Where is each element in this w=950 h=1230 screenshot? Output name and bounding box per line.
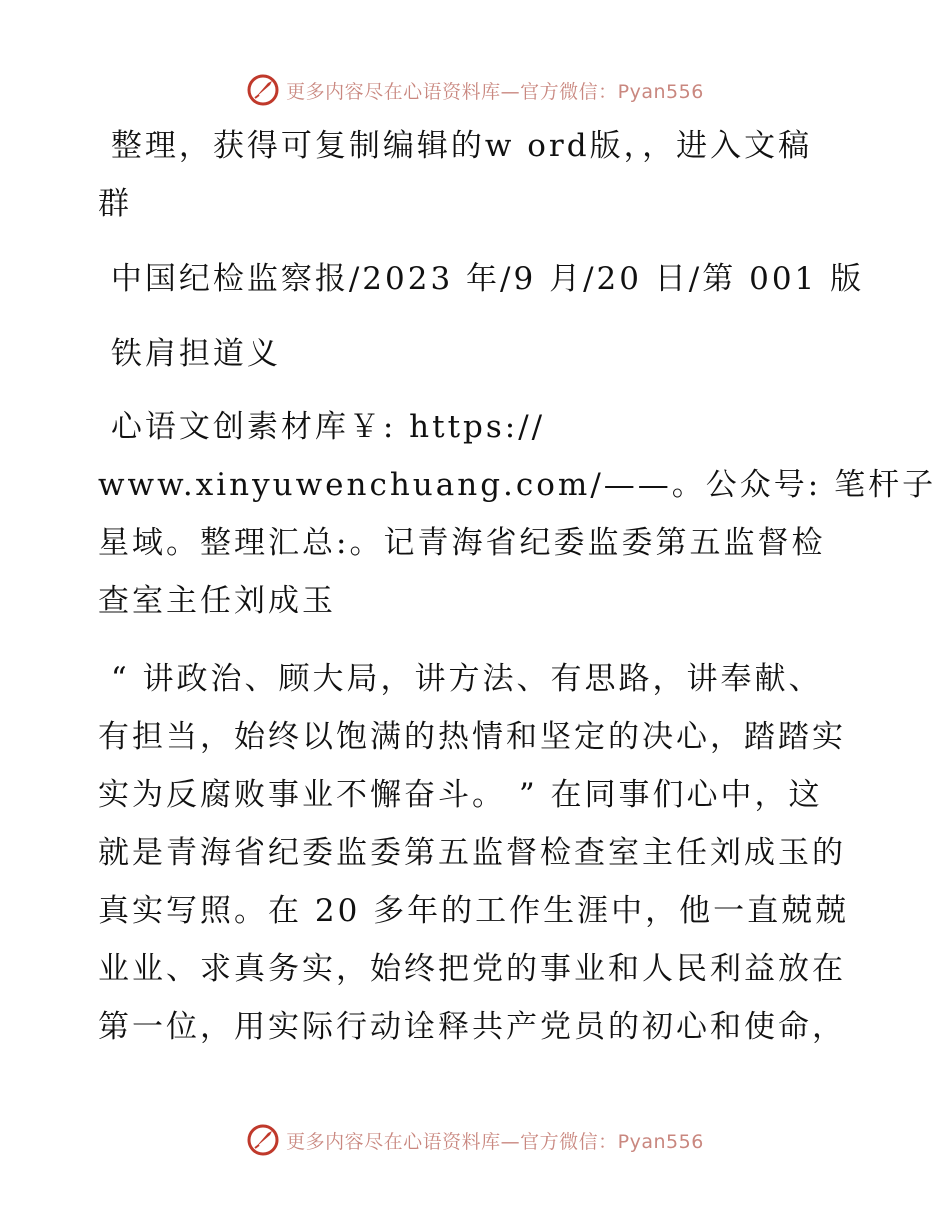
text-line: 群	[98, 186, 132, 222]
text-line: 真实写照。在 20 多年的工作生涯中，他一直兢兢	[98, 893, 850, 929]
text-line: 查室主任刘成玉	[98, 583, 336, 619]
article-title	[98, 325, 853, 383]
text-line: 星域。整理汇总:。记青海省纪委监委第五监督检	[98, 525, 826, 561]
header-watermark-banner	[0, 70, 950, 110]
text-line: 第一位，用实际行动诠释共产党员的初心和使命，	[98, 1009, 846, 1045]
paragraph-source	[98, 250, 865, 308]
text-line: 业业、求真务实，始终把党的事业和人民利益放在	[98, 951, 846, 987]
text-line: 有担当，始终以饱满的热情和坚定的决心，踏踏实	[98, 719, 846, 755]
footer-watermark-text: 更多内容尽在心语资料库—官方微信：Pyan556	[286, 1130, 704, 1153]
text-line: 整理，获得可复制编辑的w ord版，，进入文稿	[98, 128, 813, 164]
title-line: 铁肩担道义	[98, 336, 281, 372]
source-line: 中国纪检监察报/2023 年/9 月/20 日/第 001 版	[98, 261, 865, 297]
header-watermark-text: 更多内容尽在心语资料库—官方微信：Pyan556	[286, 80, 704, 103]
footer-watermark-banner	[0, 1120, 950, 1160]
text-line: 心语文创素材库￥: https://	[98, 409, 546, 445]
text-line: “ 讲政治、顾大局，讲方法、有思路，讲奉献、	[98, 661, 823, 697]
text-line: www.xinyuwenchuang.com/——。公众号: 笔杆子	[98, 467, 937, 503]
text-line: 实为反腐败事业不懈奋斗。 ” 在同事们心中，这	[98, 777, 823, 813]
paragraph-body	[98, 650, 853, 1056]
quill-pen-logo-icon	[246, 1123, 280, 1157]
text-line: 就是青海省纪委监委第五监督检查室主任刘成玉的	[98, 835, 846, 871]
paragraph-attribution	[98, 398, 937, 630]
quill-pen-logo-icon	[246, 73, 280, 107]
paragraph-intro	[98, 117, 853, 233]
